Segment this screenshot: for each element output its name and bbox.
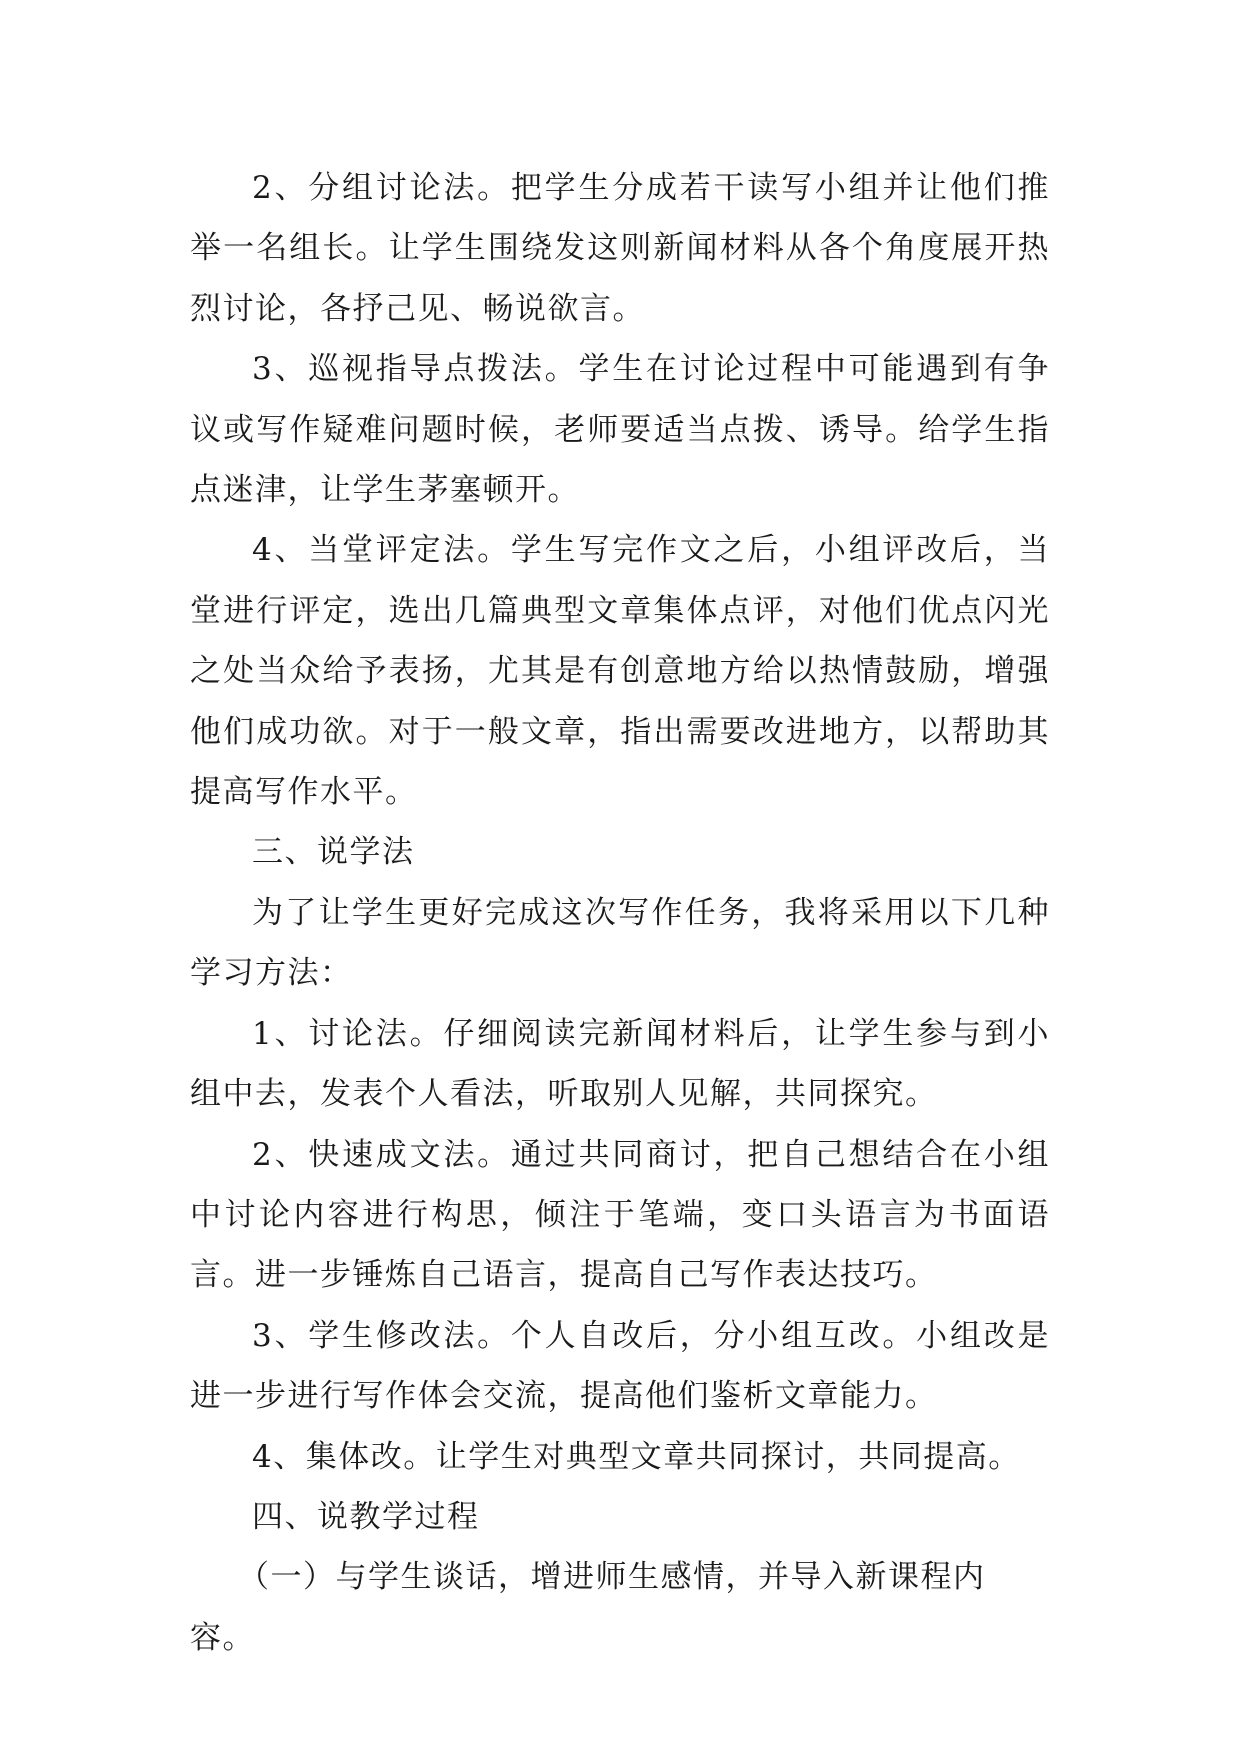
paragraph-discussion-method: 1、讨论法。仔细阅读完新闻材料后，让学生参与到小组中去，发表个人看法，听取别人见解，共同探究。	[190, 1015, 1050, 1113]
paragraph-patrol-guidance-method: 3、巡视指导点拨法。学生在讨论过程中可能遇到有争议或写作疑难问题时候，老师要适当点拨、诱导。给学生指点迷津，让学生茅塞顿开。	[190, 351, 1050, 509]
paragraph-student-revision-method: 3、学生修改法。个人自改后，分小组互改。小组改是进一步进行写作体会交流，提高他们鉴析文章能力。	[190, 1317, 1050, 1415]
section-heading-learning-methods: 三、说学法	[252, 834, 415, 871]
paragraph-collective-revision: 4、集体改。让学生对典型文章共同探讨，共同提高。	[252, 1438, 1021, 1475]
paragraph-learning-methods-intro: 为了让学生更好完成这次写作任务，我将采用以下几种学习方法：	[190, 894, 1050, 992]
document-body	[190, 158, 1050, 1668]
section-heading-teaching-process: 四、说教学过程	[252, 1498, 480, 1535]
subsection-heading-conversation: （一）与学生谈话，增进师生感情，并导入新课程内容。	[190, 1559, 986, 1656]
paragraph-group-discussion-method: 2、分组讨论法。把学生分成若干读写小组并让他们推举一名组长。让学生围绕发这则新闻材料从各个角度展开热烈讨论，各抒己见、畅说欲言。	[190, 170, 1050, 327]
paragraph-in-class-evaluation-method: 4、当堂评定法。学生写完作文之后，小组评改后，当堂进行评定，选出几篇典型文章集体点评，对他们优点闪光之处当众给予表扬，尤其是有创意地方给以热情鼓励，增强他们成功欲。对于一般文章，指出需要改进地方，以帮助其提高写作水平。	[190, 532, 1050, 811]
paragraph-quick-writing-method: 2、快速成文法。通过共同商讨，把自己想结合在小组中讨论内容进行构思，倾注于笔端，变口头语言为书面语言。进一步锤炼自己语言，提高自己写作表达技巧。	[190, 1136, 1050, 1294]
